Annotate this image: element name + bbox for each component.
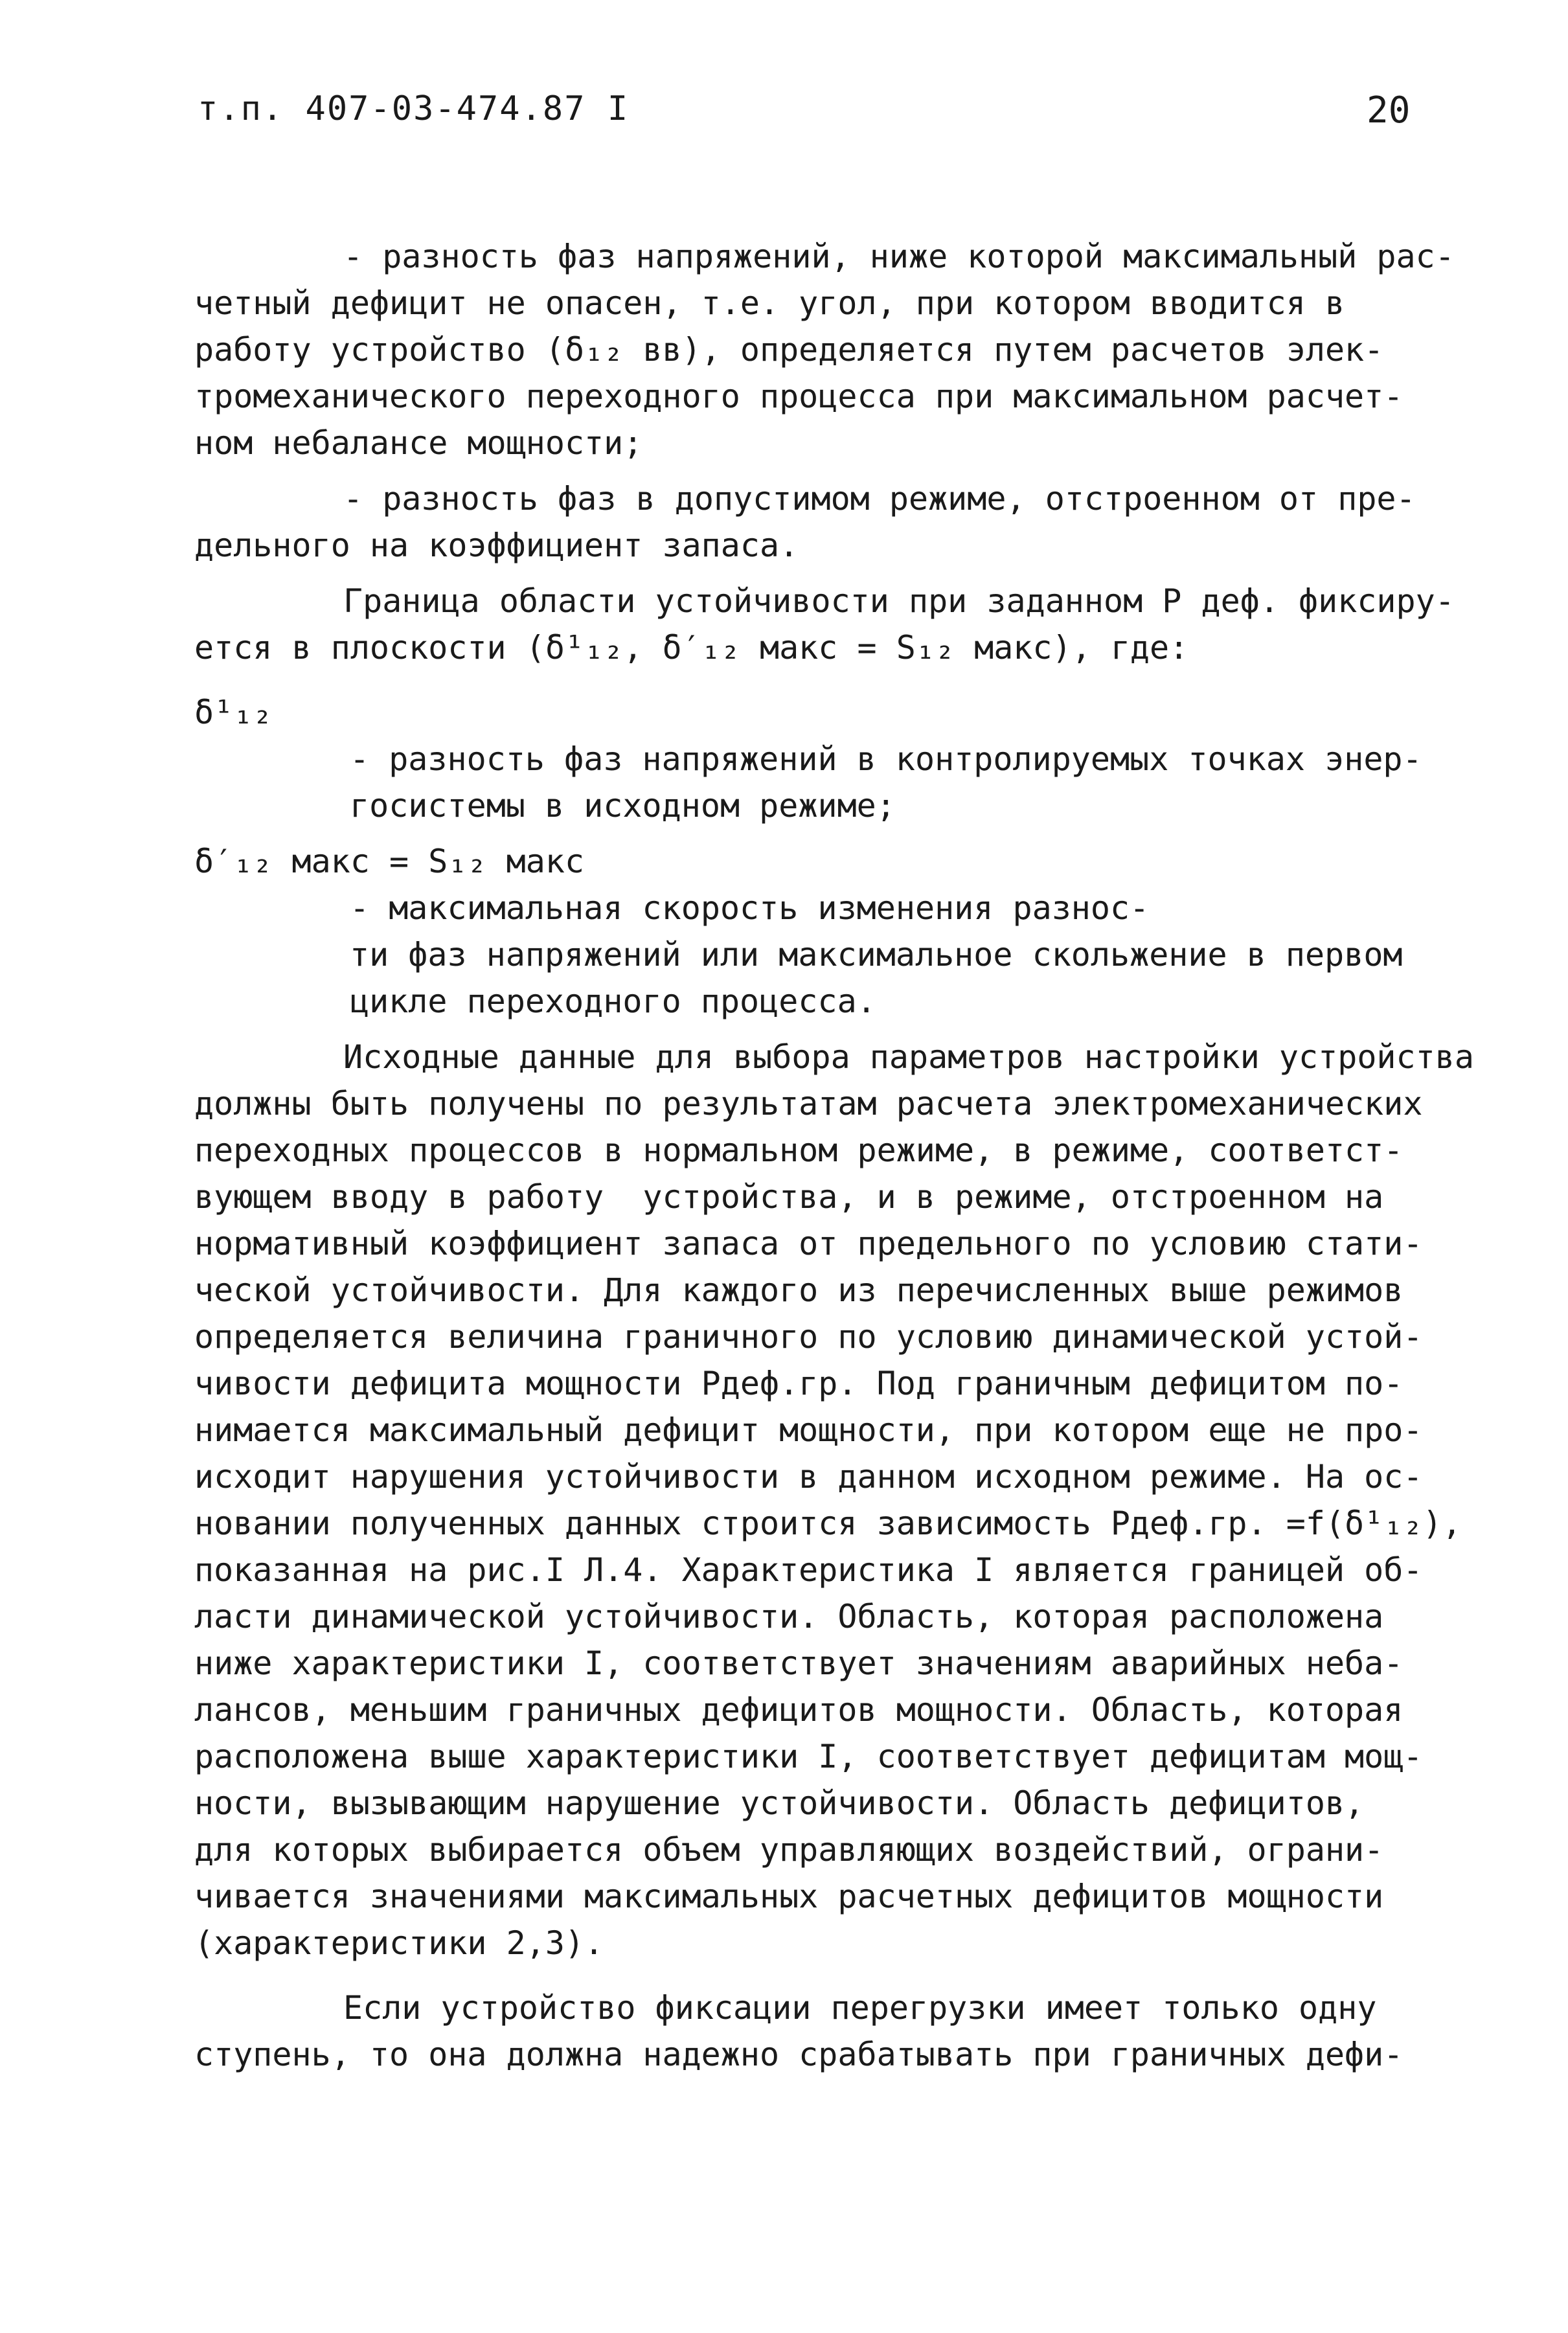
text-line: ти фаз напряжений или максимальное скольжение в первом	[350, 936, 1403, 973]
text-line: для которых выбирается объем управляющих воздействий, ограни-	[194, 1831, 1384, 1869]
text-line: переходных процессов в нормальном режиме, в режиме, соответст-	[194, 1132, 1403, 1169]
text-line: ном небалансе мощности;	[194, 424, 643, 462]
text-line: - разность фаз в допустимом режиме, отстроенном от пре-	[343, 480, 1416, 518]
text-line: ется в плоскости (δ¹₁₂, δ′₁₂ макс = S₁₂ макс), где:	[194, 629, 1189, 666]
text-line: ности, вызывающим нарушение устойчивости. Область дефицитов,	[194, 1784, 1365, 1822]
text-line: госистемы в исходном режиме;	[350, 787, 896, 825]
text-line: (характеристики 2,3).	[194, 1924, 604, 1962]
text-line: нормативный коэффициент запаса от предельного по условию стати-	[194, 1225, 1423, 1262]
document-code: т.п. 407-03-474.87 I	[198, 89, 630, 128]
text-line: исходит нарушения устойчивости в данном исходном режиме. На ос-	[194, 1458, 1423, 1496]
text-line: цикле переходного процесса.	[350, 983, 876, 1020]
text-line: определяется величина граничного по условию динамической устой-	[194, 1318, 1423, 1356]
page-number: 20	[1367, 89, 1411, 131]
text-line: работу устройство (δ₁₂ вв), определяется путем расчетов элек-	[194, 331, 1384, 369]
text-line: новании полученных данных строится зависимость Pдеф.гр. =f(δ¹₁₂),	[194, 1505, 1462, 1542]
text-line: вующем вводу в работу устройства, и в режиме, отстроенном на	[194, 1178, 1384, 1216]
text-line: ступень, то она должна надежно срабатывать при граничных дефи-	[194, 2036, 1403, 2073]
text-line: ниже характеристики I, соответствует значениям аварийных неба-	[194, 1644, 1403, 1682]
text-line: ческой устойчивости. Для каждого из перечисленных выше режимов	[194, 1271, 1403, 1309]
text-line: расположена выше характеристики I, соответствует дефицитам мощ-	[194, 1738, 1423, 1775]
text-line: чивается значениями максимальных расчетных дефицитов мощности	[194, 1878, 1384, 1915]
text-line: ласти динамической устойчивости. Область, которая расположена	[194, 1598, 1384, 1635]
text-line: должны быть получены по результатам расчета электромеханических	[194, 1085, 1423, 1122]
text-line: Граница области устойчивости при заданном P деф. фиксиру-	[343, 582, 1455, 620]
text-line: показанная на рис.I Л.4. Характеристика I является границей об-	[194, 1551, 1423, 1589]
definition-symbol: δ¹₁₂	[194, 694, 273, 731]
body-text	[194, 233, 1474, 2078]
text-line: нимается максимальный дефицит мощности, при котором еще не про-	[194, 1411, 1423, 1449]
text-line: чивости дефицита мощности Pдеф.гр. Под граничным дефицитом по-	[194, 1365, 1403, 1402]
text-line: - разность фаз напряжений, ниже которой максимальный рас-	[343, 238, 1455, 275]
text-line: лансов, меньшим граничных дефицитов мощности. Область, которая	[194, 1691, 1403, 1729]
text-line: - максимальная скорость изменения разнос-	[350, 889, 1150, 927]
text-line: четный дефицит не опасен, т.е. угол, при котором вводится в	[194, 284, 1345, 322]
text-line: Если устройство фиксации перегрузки имеет только одну	[343, 1989, 1377, 2027]
definition-symbol: δ′₁₂ макс = S₁₂ макс	[194, 843, 585, 880]
text-line: тромеханического переходного процесса при максимальном расчет-	[194, 378, 1403, 415]
text-line: - разность фаз напряжений в контролируемых точках энер-	[350, 740, 1422, 778]
text-line: Исходные данные для выбора параметров настройки устройства	[343, 1038, 1474, 1076]
text-line: дельного на коэффициент запаса.	[194, 527, 799, 564]
